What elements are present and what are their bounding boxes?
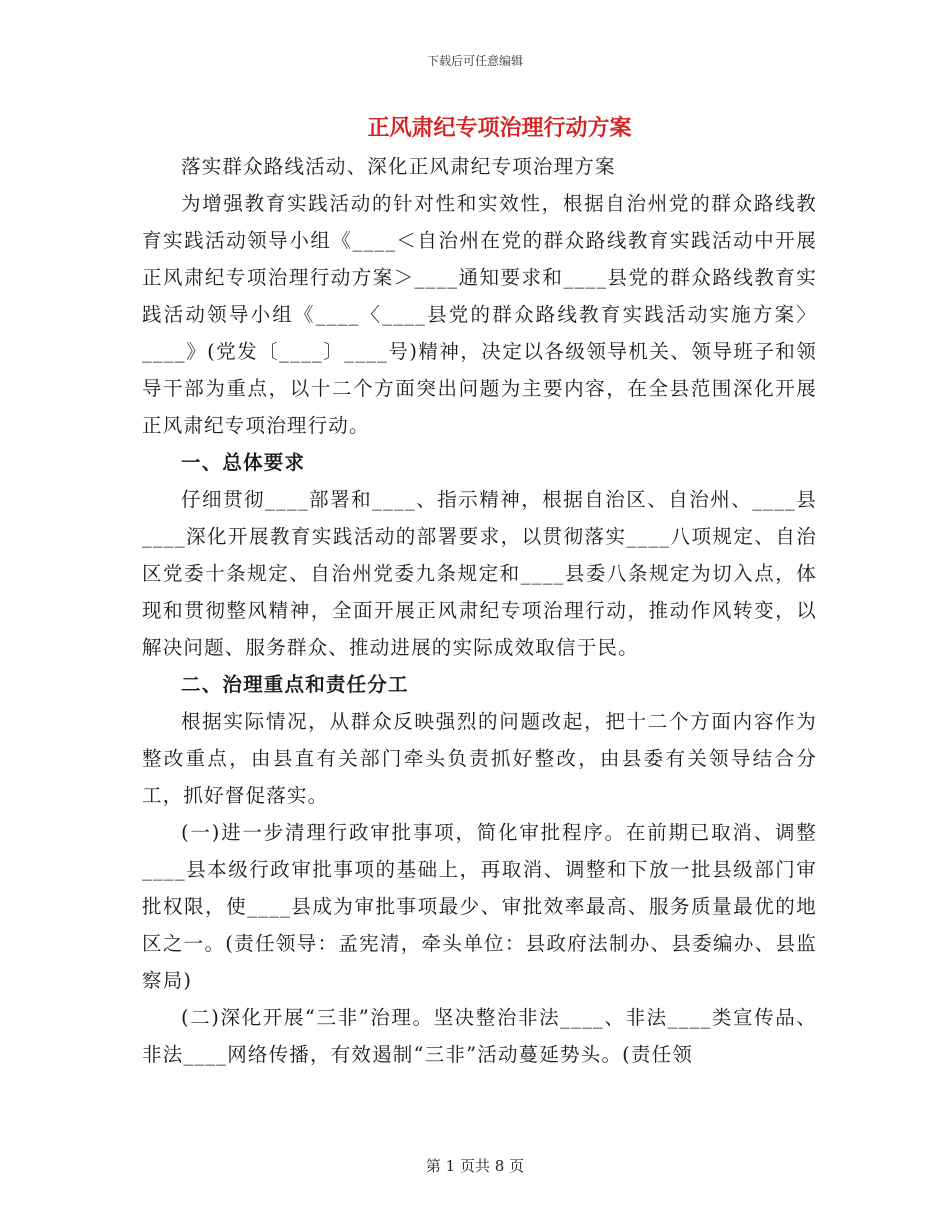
section-heading-general-requirements: 一、总体要求 [181,451,306,474]
document-title: 正风肃纪专项治理行动方案 [367,116,632,141]
list-item-approval-reform: (一)进一步清理行政审批事项，简化审批程序。在前期已取消、调整____县本级行政审批事项的基础上，再取消、调整和下放一批县级部门审批权限，使____县成为审批事项最少、审批效率最高、服务质量最优的地区之一。(责任领导：孟宪清，牵头单位：县政府法制办、县委编办、县监察局) [142,821,817,992]
page-number: 第 1 页共 8 页 [425,1157,525,1175]
section-heading-key-areas: 二、治理重点和责任分工 [181,673,409,696]
document-body [142,110,817,1073]
section-body-general-requirements: 仔细贯彻____部署和____、指示精神，根据自治区、自治州、____县____深化开展教育实践活动的部署要求，以贯彻落实____八项规定、自治区党委十条规定、自治州党委九条规定和____县委八条规定为切入点，体现和贯彻整风精神，全面开展正风肃纪专项治理行动，推动作风转变，以解决问题、服务群众、推动进展的实际成效取信于民。 [142,488,817,659]
list-item-three-illegal: (二)深化开展“三非”治理。坚决整治非法____、非法____类宣传品、非法____网络传播，有效遏制“三非”活动蔓延势头。(责任领 [142,1006,817,1066]
section-body-key-areas: 根据实际情况，从群众反映强烈的问题改起，把十二个方面内容作为整改重点，由县直有关部门牵头负责抓好整改，由县委有关领导结合分工，抓好督促落实。 [142,710,817,807]
document-subtitle: 落实群众路线活动、深化正风肃纪专项治理方案 [181,155,616,178]
page-header-note: 下载后可任意编辑 [426,54,523,68]
intro-paragraph: 为增强教育实践活动的针对性和实效性，根据自治州党的群众路线教育实践活动领导小组《____＜自治州在党的群众路线教育实践活动中开展正风肃纪专项治理行动方案＞____通知要求和____县党的群众路线教育实践活动领导小组《____〈____县党的群众路线教育实践活动实施方案〉____》(党发〔____〕____号)精神，决定以各级领导机关、领导班子和领导干部为重点，以十二个方面突出问题为主要内容，在全县范围深化开展正风肃纪专项治理行动。 [142,192,817,437]
